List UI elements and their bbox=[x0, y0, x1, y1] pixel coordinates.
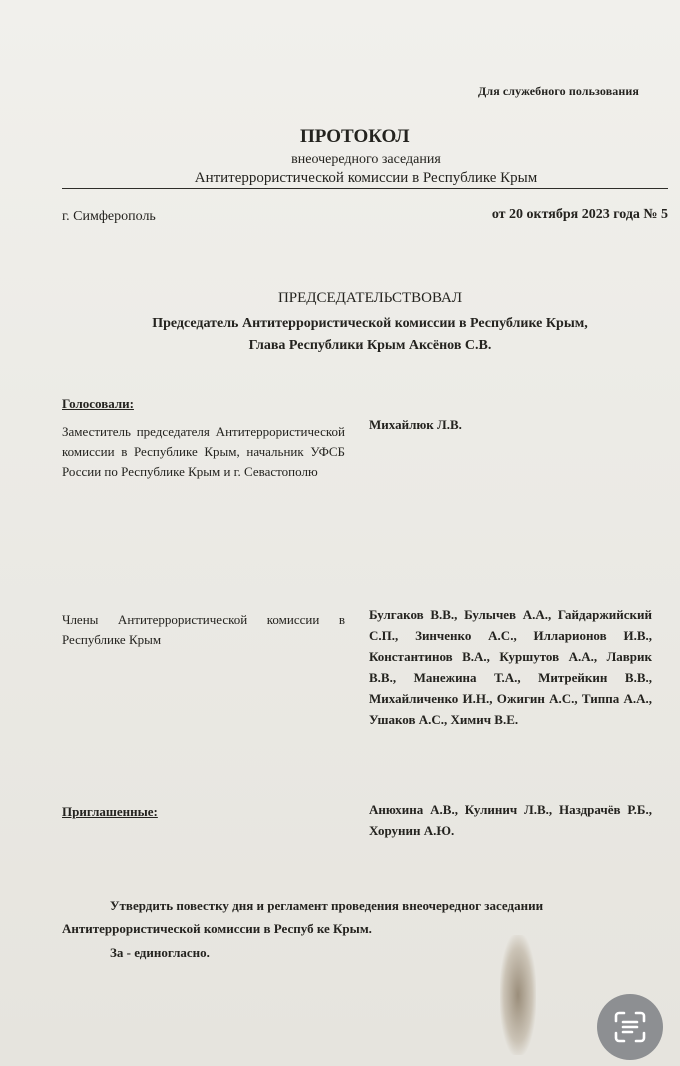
header-divider bbox=[62, 188, 668, 189]
document-subtitle-line1: внеочередного заседания bbox=[291, 152, 441, 167]
chair-line2: Глава Республики Крым Аксёнов С.В. bbox=[248, 338, 492, 353]
voted-name: Михайлюк Л.В. bbox=[369, 417, 462, 432]
document-title: ПРОТОКОЛ bbox=[300, 126, 410, 147]
scan-text-button[interactable] bbox=[597, 994, 663, 1060]
classification-label: Для служебного пользования bbox=[478, 84, 640, 98]
document-subtitle-line2: Антитеррористической комиссии в Республике Крым bbox=[194, 170, 538, 186]
date-number: от 20 октября 2023 года № 5 bbox=[491, 207, 668, 222]
members-role: Члены Антитеррористической комиссии в Республике Крым bbox=[62, 612, 345, 647]
chair-line1: Председатель Антитеррористической комиссии в Республике Крым, bbox=[152, 316, 588, 331]
voted-role: Заместитель председателя Антитеррористической комиссии в Республике Крым, начальник УФСБ России по Республике Крым и г. Севастополю bbox=[62, 424, 345, 479]
city: г. Симферополь bbox=[62, 209, 156, 224]
invited-names: Анюхина А.В., Кулинич Л.В., Наздрачёв Р.Б., Хорунин А.Ю. bbox=[369, 802, 652, 838]
invited-label: Приглашенные: bbox=[62, 804, 158, 819]
members-names: Булгаков В.В., Булычев А.А., Гайдаржийский С.П., Зинченко А.С., Илларионов И.В., Константинов В.А., Куршутов А.А., Лаврик В.В., Манежина Т.А., Митрейкин В.В., Михайличенко И.Н., Ожигин А.С., Типпа А.А., Ушаков А.С., Химич В.Е. bbox=[369, 607, 652, 727]
resolution-text: Утвердить повестку дня и регламент проведения внеочередног заседании Антитеррористической комиссии в Респуб ке Крым. bbox=[62, 898, 544, 936]
scan-text-icon bbox=[613, 1010, 647, 1044]
chair-heading: ПРЕДСЕДАТЕЛЬСТВОВАЛ bbox=[277, 290, 463, 306]
paper-stain bbox=[500, 935, 536, 1055]
voted-label: Голосовали: bbox=[62, 396, 134, 411]
vote-result: За - единогласно. bbox=[110, 945, 210, 960]
